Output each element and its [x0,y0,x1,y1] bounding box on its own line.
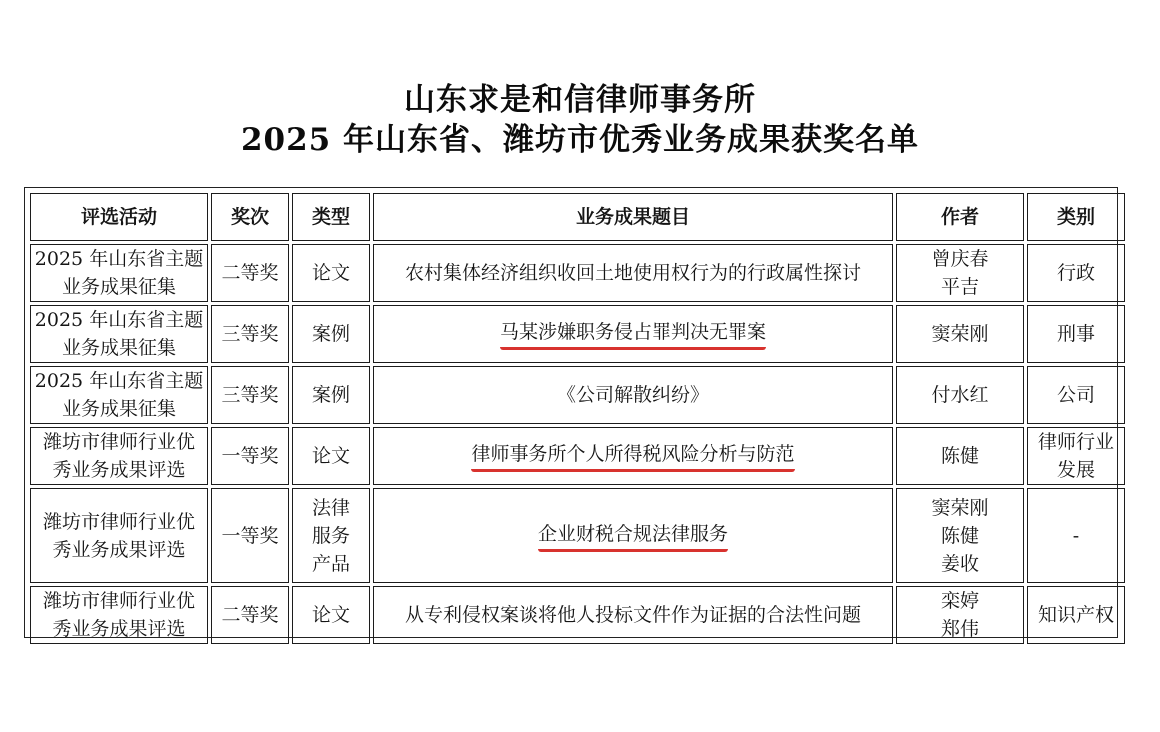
cell-type [292,244,370,302]
table-row [30,488,1125,583]
cell-author-line: 曾庆春 [931,248,989,270]
cell-category [1027,244,1125,302]
table-header-row [30,193,1125,241]
header-topic: 业务成果题目 [373,193,893,241]
highlighted-topic: 企业财税合规法律服务 [538,521,728,552]
cell-type-line: 论文 [311,262,350,284]
cell-category-line: 知识产权 [1037,604,1114,626]
cell-type-line: 案例 [311,323,350,345]
cell-author-line: 付水红 [931,384,989,406]
cell-category [1027,488,1125,583]
cell-category-line: 律师行业 [1037,431,1114,453]
cell-author-line: 栾婷 [940,590,979,612]
cell-category-line: 刑事 [1056,323,1095,345]
cell-award: 二等奖 [211,244,289,302]
cell-award: 一等奖 [211,427,289,485]
cell-type-line: 案例 [311,384,350,406]
cell-activity-line: 业务成果征集 [61,276,176,298]
cell-author [896,366,1024,424]
topic-text: 农村集体经济组织收回土地使用权行为的行政属性探讨 [404,262,861,284]
cell-activity [30,305,208,363]
cell-author [896,244,1024,302]
cell-type [292,427,370,485]
cell-activity-line: 业务成果征集 [61,398,176,420]
cell-award: 二等奖 [211,586,289,644]
cell-activity-line: 潍坊市律师行业优 [42,431,195,453]
cell-topic [373,586,893,644]
cell-category [1027,586,1125,644]
cell-topic [373,427,893,485]
cell-author-line: 姜收 [940,552,979,575]
cell-type [292,488,370,583]
cell-activity-line: 秀业务成果评选 [52,459,186,481]
cell-type [292,586,370,644]
table-row [30,586,1125,644]
cell-activity [30,366,208,424]
cell-type [292,366,370,424]
cell-type-line: 产品 [311,552,350,575]
cell-author-line: 郑伟 [940,618,979,640]
cell-category-line: 行政 [1056,262,1095,284]
cell-activity [30,244,208,302]
cell-author-line: 窦荣刚 [931,323,989,345]
cell-activity-line: 秀业务成果评选 [52,618,186,640]
cell-topic [373,305,893,363]
cell-topic [373,244,893,302]
cell-category-line: 发展 [1056,459,1095,481]
cell-author-line: 陈健 [940,445,979,467]
cell-topic [373,488,893,583]
header-activity: 评选活动 [30,193,208,241]
cell-activity-line: 秀业务成果评选 [52,538,186,561]
cell-author-line: 陈健 [940,524,979,547]
topic-text: 从专利侵权案谈将他人投标文件作为证据的合法性问题 [404,604,861,626]
cell-award: 三等奖 [211,305,289,363]
topic-text: 《公司解散纠纷》 [556,384,709,406]
cell-activity-line: 潍坊市律师行业优 [42,590,195,612]
cell-award: 三等奖 [211,366,289,424]
cell-activity [30,586,208,644]
cell-category-line: - [1072,524,1080,547]
cell-author-line: 平吉 [940,276,979,298]
cell-activity [30,488,208,583]
header-award: 奖次 [211,193,289,241]
cell-type-line: 服务 [311,524,350,547]
cell-category [1027,366,1125,424]
cell-activity-line: 2025 年山东省主题 [34,370,204,392]
cell-category [1027,305,1125,363]
cell-author [896,488,1024,583]
cell-author-line: 窦荣刚 [931,496,989,519]
cell-type [292,305,370,363]
cell-category [1027,427,1125,485]
table-row [30,244,1125,302]
highlighted-topic: 律师事务所个人所得税风险分析与防范 [471,441,794,472]
cell-activity-line: 潍坊市律师行业优 [42,510,195,533]
cell-author [896,586,1024,644]
cell-activity-line: 2025 年山东省主题 [34,248,204,270]
cell-type-line: 法律 [311,496,350,519]
table-row [30,427,1125,485]
cell-award: 一等奖 [211,488,289,583]
header-author: 作者 [896,193,1024,241]
header-type: 类型 [292,193,370,241]
document-subtitle: 2025 年山东省、潍坊市优秀业务成果获奖名单 [240,122,920,158]
table-row [30,366,1125,424]
document-title: 山东求是和信律师事务所 [404,82,756,118]
table-body [30,244,1125,644]
table-row [30,305,1125,363]
cell-activity [30,427,208,485]
award-table [27,190,1128,647]
cell-author [896,427,1024,485]
cell-activity-line: 业务成果征集 [61,337,176,359]
cell-type-line: 论文 [311,445,350,467]
cell-author [896,305,1024,363]
cell-activity-line: 2025 年山东省主题 [34,309,204,331]
header-category: 类别 [1027,193,1125,241]
cell-category-line: 公司 [1056,384,1095,406]
cell-topic [373,366,893,424]
cell-type-line: 论文 [311,604,350,626]
highlighted-topic: 马某涉嫌职务侵占罪判决无罪案 [500,319,766,350]
